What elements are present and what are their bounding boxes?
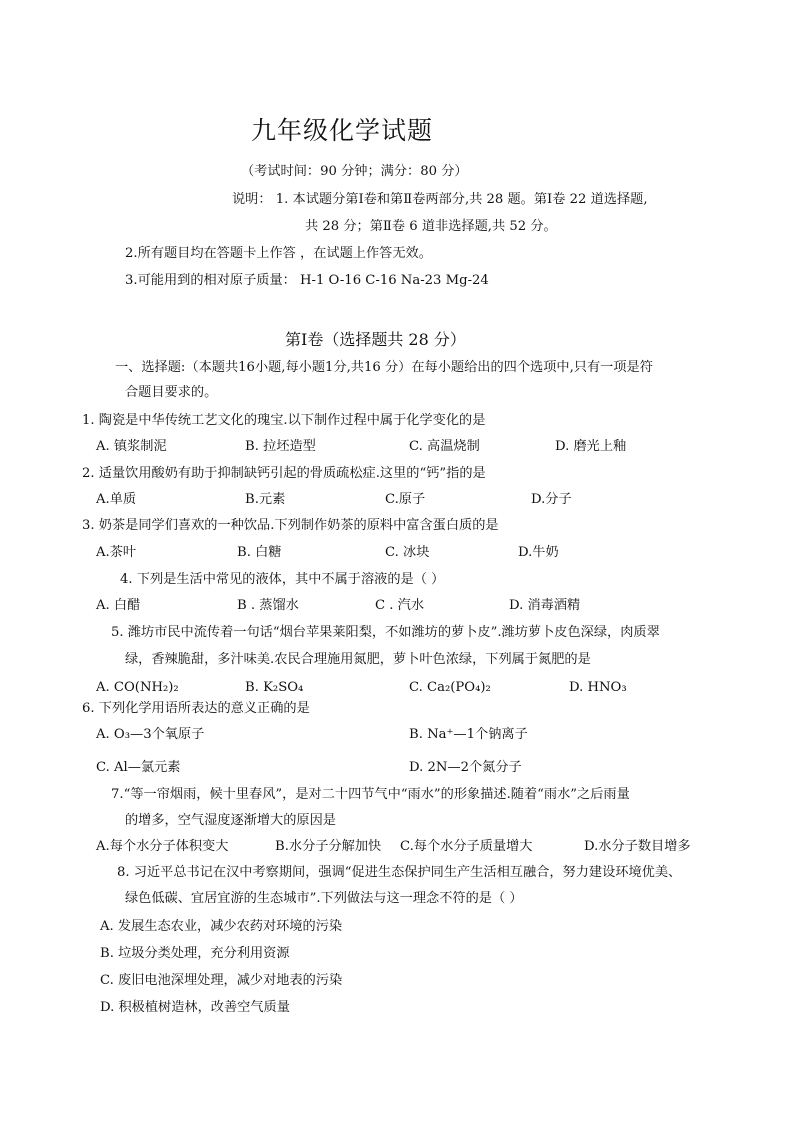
option-d: D. 2N—2个氮分子 xyxy=(409,760,522,775)
option-a: A. 镇浆制泥 xyxy=(96,439,167,454)
note-2: 2.所有题目均在答题卡上作答 ，在试题上作答无效。 xyxy=(125,246,432,261)
option-d: D.水分子数目增多 xyxy=(584,839,691,854)
option-a: A.茶叶 xyxy=(96,545,137,560)
option-a: A. 白醋 xyxy=(96,598,141,613)
question-8-option-d: D. 积极植树造林，改善空气质量 xyxy=(100,1000,290,1015)
option-d: D. HNO₃ xyxy=(569,680,627,695)
option-c: C.每个水分子质量增大 xyxy=(400,839,533,854)
option-a: A.每个水分子体积变大 xyxy=(96,839,229,854)
option-b: B.元素 xyxy=(245,492,286,507)
question-2-stem: 2. 适量饮用酸奶有助于抑制缺钙引起的骨质疏松症.这里的“钙”指的是 xyxy=(82,466,486,481)
section-instruction-line-2: 合题目要求的。 xyxy=(125,385,218,400)
question-5-stem-line-2: 绿，香辣脆甜，多汁味美.农民合理施用氮肥，萝卜叶色浓绿，下列属于氮肥的是 xyxy=(125,652,591,667)
option-c: C.原子 xyxy=(385,492,426,507)
question-8-stem-line-2: 绿色低碳、宜居宜游的生态城市”.下列做法与这一理念不符的是（ ） xyxy=(125,891,523,906)
option-a: A.单质 xyxy=(96,492,137,507)
question-3-stem: 3. 奶茶是同学们喜欢的一种饮品.下列制作奶茶的原料中富含蛋白质的是 xyxy=(82,518,499,533)
note-3: 3.可能用到的相对原子质量： H-1 O-16 C-16 Na-23 Mg-24 xyxy=(125,273,489,288)
note-1-line-1: 说明： 1. 本试题分第Ⅰ卷和第Ⅱ卷两部分,共 28 题。第Ⅰ卷 22 道选择题, xyxy=(232,192,648,207)
section-title: 第Ⅰ卷（选择题共 28 分） xyxy=(285,330,466,349)
option-c: C. Al—氯元素 xyxy=(96,760,181,775)
question-5-stem-line-1: 5. 潍坊市民中流传着一句话“烟台苹果莱阳梨，不如潍坊的萝卜皮”.潍坊萝卜皮色深绿，肉质翠 xyxy=(111,625,660,640)
option-b: B. Na⁺—1个钠离子 xyxy=(409,727,528,742)
page-title: 九年级化学试题 xyxy=(251,116,434,145)
question-1-stem: 1. 陶瓷是中华传统工艺文化的瑰宝.以下制作过程中属于化学变化的是 xyxy=(82,413,486,428)
question-8-option-a: A. 发展生态农业，减少农药对环境的污染 xyxy=(100,919,343,934)
option-b: B.水分子分解加快 xyxy=(275,839,382,854)
question-7-stem-line-2: 的增多，空气湿度逐渐增大的原因是 xyxy=(125,813,336,828)
section-instruction-line-1: 一、选择题:（本题共16小题,每小题1分,共16 分）在每小题给出的四个选项中,只有一项是符 xyxy=(115,360,653,375)
option-b: B. K₂SO₄ xyxy=(245,680,304,695)
option-a: A. O₃—3个氧原子 xyxy=(96,727,205,742)
option-c: C . 汽水 xyxy=(375,598,425,613)
question-4-stem: 4. 下列是生活中常见的液体，其中不属于溶液的是（ ） xyxy=(120,572,445,587)
note-1-line-2: 共 28 分；第Ⅱ卷 6 道非选择题,共 52 分。 xyxy=(305,219,557,234)
option-c: C. Ca₂(PO₄)₂ xyxy=(409,680,491,695)
question-8-option-c: C. 废旧电池深埋处理，减少对地表的污染 xyxy=(100,973,343,988)
question-8-option-b: B. 垃圾分类处理，充分利用资源 xyxy=(100,946,290,961)
question-8-stem-line-1: 8. 习近平总书记在汉中考察期间，强调“促进生态保护同生产生活相互融合，努力建设环境优美、 xyxy=(117,865,682,880)
option-d: D.分子 xyxy=(531,492,572,507)
option-d: D.牛奶 xyxy=(518,545,559,560)
question-7-stem-line-1: 7.“等一帘烟雨，候十里春风”，是对二十四节气中“雨水”的形象描述.随着“雨水”之后雨量 xyxy=(111,787,630,802)
question-6-stem: 6. 下列化学用语所表达的意义正确的是 xyxy=(82,701,310,716)
option-b: B. 拉坯造型 xyxy=(245,439,316,454)
option-c: C. 高温烧制 xyxy=(409,439,480,454)
option-d: D. 消毒酒精 xyxy=(509,598,581,613)
option-b: B. 白糖 xyxy=(237,545,282,560)
option-d: D. 磨光上釉 xyxy=(555,439,627,454)
option-b: B . 蒸馏水 xyxy=(237,598,299,613)
option-c: C. 冰块 xyxy=(385,545,430,560)
exam-info: （考试时间：90 分钟；满分：80 分） xyxy=(241,164,468,179)
option-a: A. CO(NH₂)₂ xyxy=(96,680,179,695)
